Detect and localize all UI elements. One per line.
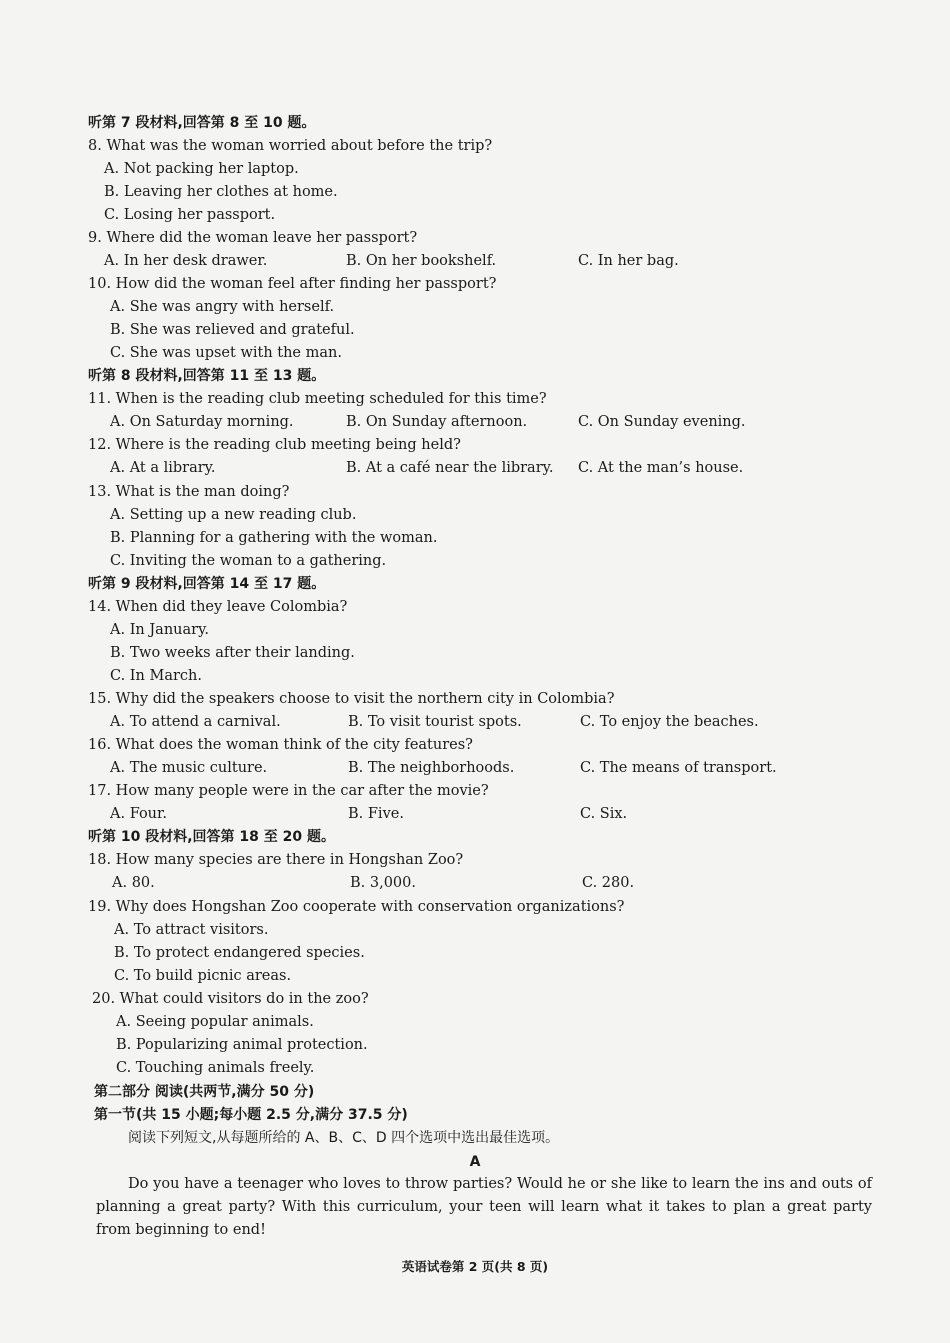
- option-b: B. On her bookshelf.: [346, 253, 497, 269]
- question-stem: 18. How many species are there in Hongshan Zoo?: [88, 852, 464, 868]
- question-stem: 19. Why does Hongshan Zoo cooperate with conservation organizations?: [88, 899, 625, 915]
- option-a: A. On Saturday morning.: [110, 414, 294, 430]
- passage-label: A: [469, 1154, 481, 1170]
- question-stem: 10. How did the woman feel after finding her passport?: [88, 276, 497, 292]
- option-b: B. Popularizing animal protection.: [116, 1037, 368, 1053]
- option-a: A. She was angry with herself.: [110, 299, 335, 315]
- option-c: C. At the man’s house.: [578, 460, 744, 476]
- option-a: A. In January.: [110, 622, 209, 638]
- option-b: B. Planning for a gathering with the woman.: [110, 530, 438, 546]
- question-stem: 13. What is the man doing?: [88, 484, 290, 500]
- option-a: A. To attract visitors.: [114, 922, 269, 938]
- option-c: C. 280.: [582, 875, 635, 891]
- question-stem: 11. When is the reading club meeting scheduled for this time?: [88, 391, 547, 407]
- option-b: B. On Sunday afternoon.: [346, 414, 528, 430]
- option-a: A. To attend a carnival.: [110, 714, 281, 730]
- option-c: C. In March.: [110, 668, 202, 684]
- option-b: B. 3,000.: [350, 875, 416, 891]
- option-a: A. At a library.: [110, 460, 216, 476]
- option-c: C. On Sunday evening.: [578, 414, 746, 430]
- passage-text: Do you have a teenager who loves to throw parties? Would he or she like to learn the ins and outs of planning a great party? With this curriculum, your teen will learn what it takes to plan a great party from beginning to end!: [96, 1176, 872, 1238]
- option-b: B. Leaving her clothes at home.: [104, 184, 338, 200]
- section-heading: 听第 10 段材料,回答第 18 至 20 题。: [88, 829, 336, 845]
- question-stem: 14. When did they leave Colombia?: [88, 599, 348, 615]
- question-stem: 16. What does the woman think of the city features?: [88, 737, 473, 753]
- option-c: C. Touching animals freely.: [116, 1060, 315, 1076]
- instruction: 阅读下列短文,从每题所给的 A、B、C、D 四个选项中选出最佳选项。: [128, 1130, 560, 1146]
- question-stem: 9. Where did the woman leave her passport?: [88, 230, 418, 246]
- page-footer: 英语试卷第 2 页(共 8 页): [401, 1259, 549, 1274]
- option-b: B. Two weeks after their landing.: [110, 645, 355, 661]
- option-b: B. To visit tourist spots.: [348, 714, 522, 730]
- option-c: C. In her bag.: [578, 253, 679, 269]
- section-heading: 听第 9 段材料,回答第 14 至 17 题。: [88, 576, 326, 592]
- option-a: A. Seeing popular animals.: [116, 1014, 314, 1030]
- question-stem: 17. How many people were in the car after the movie?: [88, 783, 489, 799]
- option-a: A. Not packing her laptop.: [104, 161, 299, 177]
- option-c: C. To enjoy the beaches.: [580, 714, 759, 730]
- option-a: A. In her desk drawer.: [104, 253, 268, 269]
- section-heading: 听第 7 段材料,回答第 8 至 10 题。: [88, 115, 316, 131]
- option-a: A. Setting up a new reading club.: [110, 507, 357, 523]
- question-stem: 8. What was the woman worried about before the trip?: [88, 138, 493, 154]
- option-c: C. Six.: [580, 806, 628, 822]
- question-stem: 12. Where is the reading club meeting being held?: [88, 437, 461, 453]
- option-c: C. Inviting the woman to a gathering.: [110, 553, 387, 569]
- option-b: B. To protect endangered species.: [114, 945, 365, 961]
- option-b: B. She was relieved and grateful.: [110, 322, 355, 338]
- question-stem: 20. What could visitors do in the zoo?: [92, 991, 369, 1007]
- option-a: A. 80.: [112, 875, 155, 891]
- option-c: C. To build picnic areas.: [114, 968, 292, 984]
- option-c: C. Losing her passport.: [104, 207, 276, 223]
- section-heading: 听第 8 段材料,回答第 11 至 13 题。: [88, 368, 326, 384]
- option-b: B. Five.: [348, 806, 404, 822]
- option-a: A. The music culture.: [110, 760, 268, 776]
- part-title: 第二部分 阅读(共两节,满分 50 分): [94, 1084, 315, 1100]
- question-stem: 15. Why did the speakers choose to visit the northern city in Colombia?: [88, 691, 615, 707]
- option-c: C. The means of transport.: [580, 760, 777, 776]
- option-b: B. The neighborhoods.: [348, 760, 515, 776]
- option-b: B. At a café near the library.: [346, 460, 554, 476]
- section-title: 第一节(共 15 小题;每小题 2.5 分,满分 37.5 分): [94, 1107, 408, 1123]
- option-c: C. She was upset with the man.: [110, 345, 342, 361]
- option-a: A. Four.: [110, 806, 167, 822]
